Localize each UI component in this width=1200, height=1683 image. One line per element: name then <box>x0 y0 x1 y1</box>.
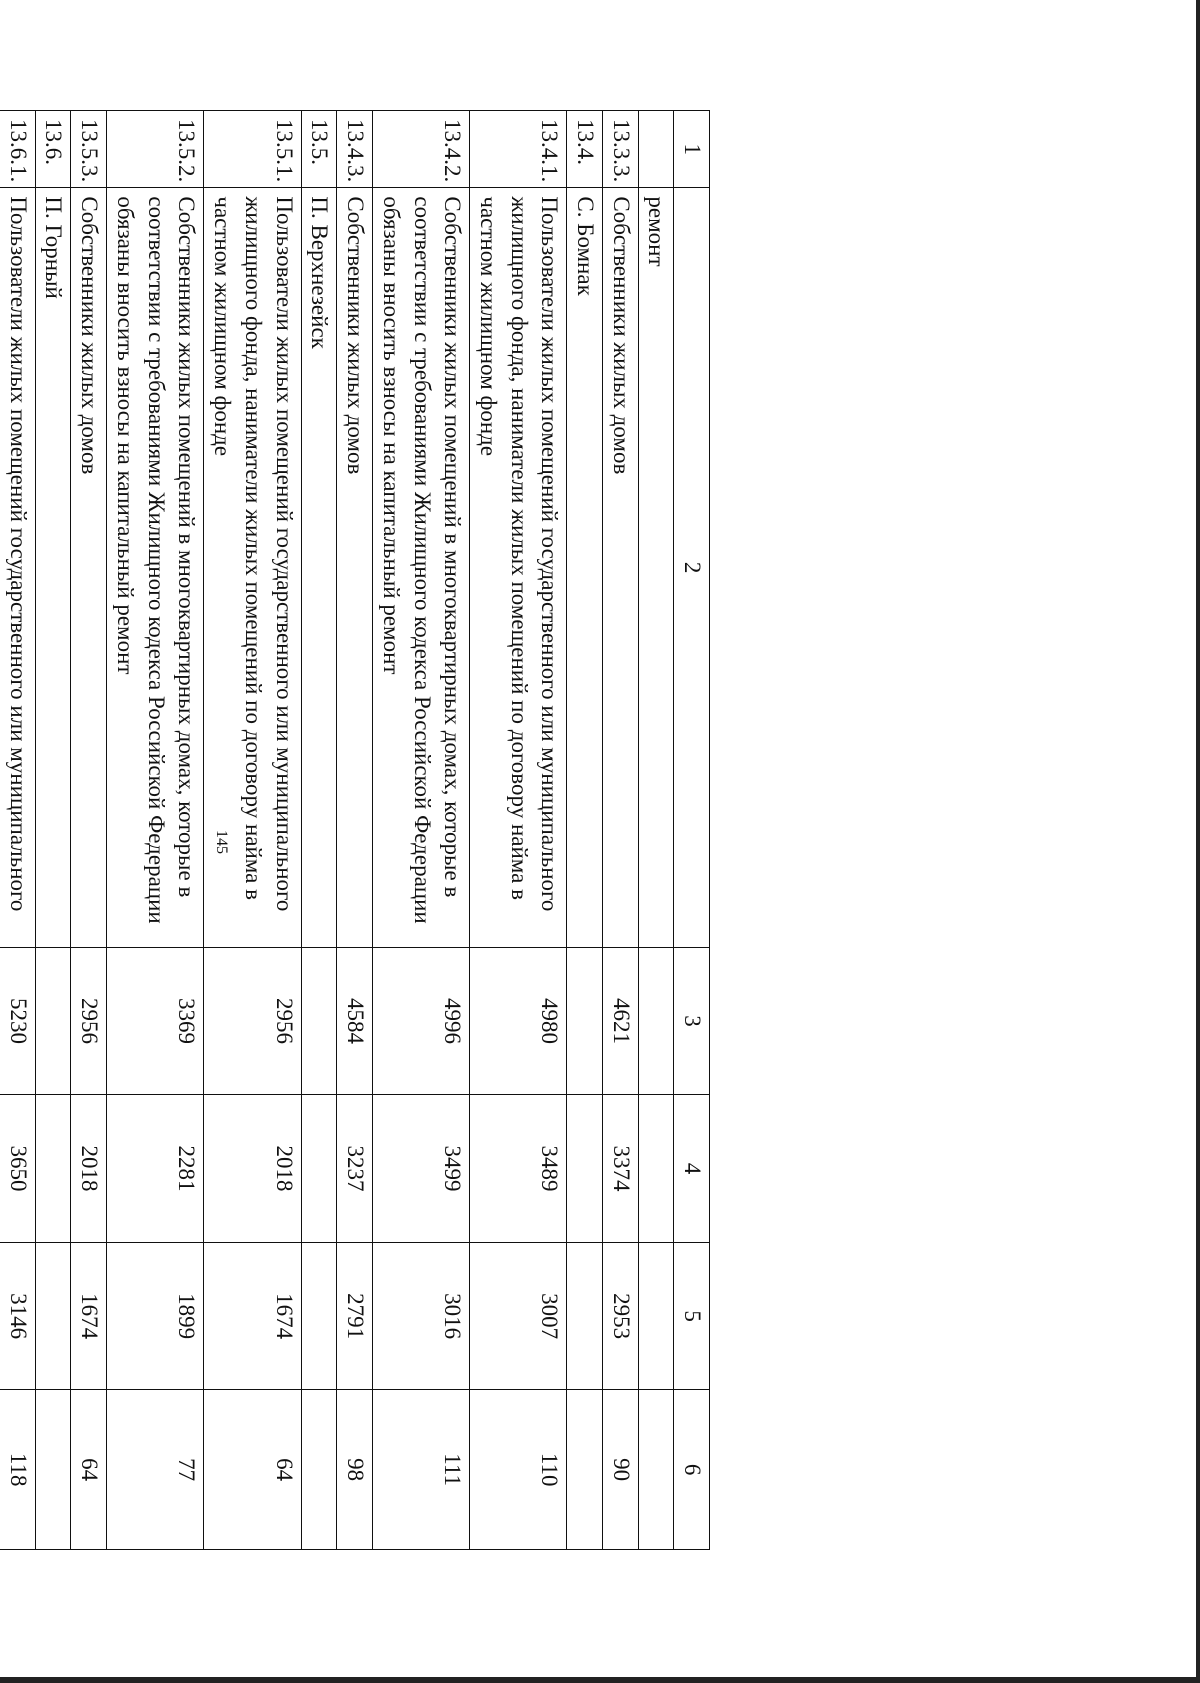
value-col-6: 64 <box>71 1390 107 1550</box>
table-row <box>107 111 204 1550</box>
value-col-5 <box>35 1242 71 1390</box>
column-header-5: 5 <box>674 1242 710 1390</box>
table-row <box>603 111 639 1550</box>
value-col-6: 118 <box>0 1390 35 1550</box>
value-col-4: 3237 <box>337 1095 373 1243</box>
row-category: Пользователи жилых помещений государственного или муниципального жилищного фонда, наниматели жилых помещений по договору найма в частном жилищном фонде <box>204 188 301 947</box>
value-col-4 <box>567 1095 603 1243</box>
value-col-6 <box>638 1390 674 1550</box>
value-col-6 <box>35 1390 71 1550</box>
value-col-5: 3016 <box>372 1242 469 1390</box>
row-number: 13.4.1. <box>470 111 567 188</box>
value-col-3 <box>35 947 71 1095</box>
column-header-6: 6 <box>674 1390 710 1550</box>
table-row <box>0 111 35 1550</box>
row-category: Собственники жилых домов <box>603 188 639 947</box>
value-col-6: 90 <box>603 1390 639 1550</box>
column-header-2: 2 <box>674 188 710 947</box>
row-number: 13.5.3. <box>71 111 107 188</box>
table-row <box>337 111 373 1550</box>
row-number: 13.6. <box>35 111 71 188</box>
value-col-4: 2281 <box>107 1095 204 1243</box>
row-category: Собственники жилых помещений в многоквартирных домах, которые в соответствии с требованиями Жилищного кодекса Российской Федерации обязаны вносить взносы на капитальный ремонт <box>372 188 469 947</box>
value-col-3: 2956 <box>71 947 107 1095</box>
value-col-5: 3146 <box>0 1242 35 1390</box>
value-col-4 <box>301 1095 337 1243</box>
row-category: Собственники жилых домов <box>71 188 107 947</box>
value-col-5 <box>567 1242 603 1390</box>
row-number: 13.5.1. <box>204 111 301 188</box>
value-col-5: 3007 <box>470 1242 567 1390</box>
row-category: Собственники жилых домов <box>337 188 373 947</box>
value-col-4: 3489 <box>470 1095 567 1243</box>
row-number: 13.5. <box>301 111 337 188</box>
value-col-5 <box>638 1242 674 1390</box>
row-category: Пользователи жилых помещений государственного или муниципального жилищного фонда, наниматели жилых помещений по договору найма в частном жилищном фонде <box>470 188 567 947</box>
value-col-5: 1899 <box>107 1242 204 1390</box>
value-col-6: 110 <box>470 1390 567 1550</box>
page-number: 145 <box>213 830 230 854</box>
table-row <box>372 111 469 1550</box>
value-col-6: 64 <box>204 1390 301 1550</box>
row-locality: П. Горный <box>35 188 71 947</box>
row-number: 13.4.3. <box>337 111 373 188</box>
tariff-table <box>0 110 710 1550</box>
value-col-6: 98 <box>337 1390 373 1550</box>
value-col-5: 1674 <box>204 1242 301 1390</box>
value-col-6: 111 <box>372 1390 469 1550</box>
column-header-1: 1 <box>674 111 710 188</box>
column-number-row <box>674 111 710 1550</box>
value-col-3: 5230 <box>0 947 35 1095</box>
table-row-section <box>567 111 603 1550</box>
row-category: Собственники жилых помещений в многоквартирных домах, которые в соответствии с требованиями Жилищного кодекса Российской Федерации обязаны вносить взносы на капитальный ремонт <box>107 188 204 947</box>
table-row <box>71 111 107 1550</box>
value-col-4: 3374 <box>603 1095 639 1243</box>
value-col-3: 4980 <box>470 947 567 1095</box>
row-number: 13.5.2. <box>107 111 204 188</box>
value-col-6: 77 <box>107 1390 204 1550</box>
value-col-4: 3650 <box>0 1095 35 1243</box>
value-col-5: 2791 <box>337 1242 373 1390</box>
value-col-4: 2018 <box>204 1095 301 1243</box>
value-col-6 <box>301 1390 337 1550</box>
value-col-3: 4621 <box>603 947 639 1095</box>
table-row <box>638 111 674 1550</box>
value-col-5 <box>301 1242 337 1390</box>
table-row-section <box>35 111 71 1550</box>
value-col-6 <box>567 1390 603 1550</box>
value-col-4 <box>35 1095 71 1243</box>
row-number: 13.4.2. <box>372 111 469 188</box>
row-locality: П. Верхнезейск <box>301 188 337 947</box>
row-number <box>638 111 674 188</box>
row-locality: С. Бомнак <box>567 188 603 947</box>
value-col-4 <box>638 1095 674 1243</box>
table-row <box>204 111 301 1550</box>
column-header-4: 4 <box>674 1095 710 1243</box>
value-col-4: 3499 <box>372 1095 469 1243</box>
value-col-3 <box>301 947 337 1095</box>
value-col-3 <box>638 947 674 1095</box>
row-number: 13.4. <box>567 111 603 188</box>
column-header-3: 3 <box>674 947 710 1095</box>
row-category: Пользователи жилых помещений государственного или муниципального <box>0 188 35 947</box>
value-col-5: 2953 <box>603 1242 639 1390</box>
value-col-3: 4996 <box>372 947 469 1095</box>
value-col-4: 2018 <box>71 1095 107 1243</box>
value-col-3: 2956 <box>204 947 301 1095</box>
row-number: 13.6.1. <box>0 111 35 188</box>
value-col-3: 4584 <box>337 947 373 1095</box>
row-category: ремонт <box>638 188 674 947</box>
table-row-section <box>301 111 337 1550</box>
rotated-table-container <box>0 110 710 1550</box>
value-col-5: 1674 <box>71 1242 107 1390</box>
value-col-3 <box>567 947 603 1095</box>
row-number: 13.3.3. <box>603 111 639 188</box>
table-row <box>470 111 567 1550</box>
value-col-3: 3369 <box>107 947 204 1095</box>
